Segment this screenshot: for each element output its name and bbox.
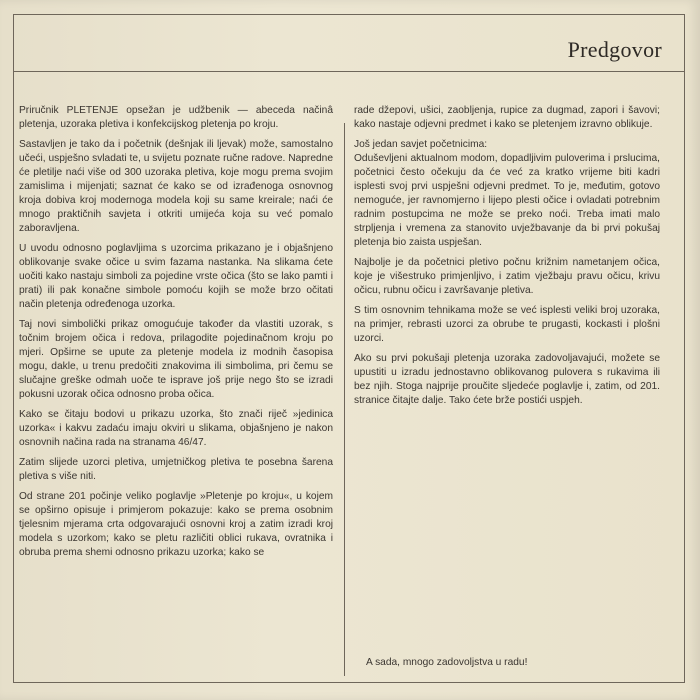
paragraph: Zatim slijede uzorci pletiva, umjetničkog pletiva te posebna šarena pletiva s više niti.	[19, 457, 333, 482]
paragraph: rade džepovi, ušici, zaobljenja, rupice za dugmad, zapori i šavovi; kako nastaje odjevni predmet i kako se pletenjem izravno oblikuje.	[354, 105, 660, 130]
paragraph: Najbolje je da početnici pletivo počnu križnim nametanjem očica, koje je višestruko primjenljivo, i zatim vježbaju pravu očicu, krivu očicu, rubnu očicu i završavanje pletiva.	[354, 257, 660, 296]
left-column	[19, 104, 333, 566]
paragraph: Sastavljen je tako da i početnik (dešnjak ili ljevak) može, samostalno učeći, uspješno svladati te, u svijetu poznate ručne radove. Napredne će pletilje naći više od 300 uzoraka pletiva, koje mogu prema svojim zamislima i mijenjati; saznat će kako se od izrađenoga osnovnog kroja dobiva kroj modernoga modela koji su same kreirale; naći će mnogo praktičnih savjeta i otkriti umijeća koja su već pomalo zaboravljena.	[19, 139, 333, 234]
paragraph: Ako su prvi pokušaji pletenja uzoraka zadovoljavajući, možete se upustiti u izradu jednostavno oblikovanog pulovera s rukavima ili bez njih. Stoga najprije proučite sljedeće poglavlje i, zatim, od 201. stranice čitajte dalje. Tako ćete brže postići uspjeh.	[354, 353, 660, 406]
paragraph: Još jedan savjet početnicima:	[354, 139, 488, 150]
paragraph: Kako se čitaju bodovi u prikazu uzorka, što znači riječ »jedinica uzorka« i kakvu zadaću imaju okviri u slikama, objašnjeno je nakon osnovnih načina rada na stranama 46/47.	[19, 409, 333, 448]
closing-line: A sada, mnogo zadovoljstva u radu!	[366, 657, 528, 668]
page-title: Predgovor	[567, 37, 662, 62]
paragraph: S tim osnovnim tehnikama može se već isplesti veliki broj uzoraka, na primjer, rebrasti uzorci za obrube te prugasti, kockasti i plošni uzorci.	[354, 305, 660, 344]
paragraph: U uvodu odnosno poglavljima s uzorcima prikazano je i objašnjeno oblikovanje svake očice u svim fazama nastanka. Na slikama ćete uočiti kako nastaju simboli za pojedine vrste očica (što se lako pamti i prati) ili pak konačne simbole pomoću kojih se može brzo očitati način pletenja određenoga uzorka.	[19, 243, 333, 310]
title-divider	[14, 71, 684, 72]
paragraph: Taj novi simbolički prikaz omogućuje također da vlastiti uzorak, s točnim brojem očica i redova, prilagodite pojedinačnom kroju po mjeri. Opširne se upute za pletenje modela iz modnih časopisa mogu, dakle, u trenu predočiti znakovima ili simbolima, pri čemu se slučajne greške odmah uoče te isprave još prije nego što se izradi pokusni uzorak očica odnosno proba očica.	[19, 319, 333, 400]
paragraph: Od strane 201 počinje veliko poglavlje »Pletenje po kroju«, u kojem se opširno opisuje i primjerom pokazuje: kako se prema osobnim tjelesnim mjerama crta odgovarajući osnovni kroj a zatim izradi kroj modela s uzorkom; kako se pletu različiti oblici rukava, ovratnika i obruba prema shemi odnosno prikazu uzorka; kako se	[19, 491, 333, 558]
column-divider	[344, 123, 345, 676]
paragraph: Oduševljeni aktualnom modom, dopadljivim puloverima i prslucima, početnici često očekuju da će već za kratko vrijeme biti kadri isplesti svoj prvi uspješni odjevni predmet. To je, međutim, gotovo nemoguće, jer ravnomjerno i lijepo plesti očice i ovladati potrebnim radnim postupcima ne može se preko noći. Treba imati malo strpljenja i vremena za stanovito uvježbavanje da bi prvi pokušaj pletenja bio zaista uspješan.	[354, 153, 660, 248]
paragraph: Priručnik PLETENJE opsežan je udžbenik — abeceda načinâ pletenja, uzoraka pletiva i konfekcijskog pletenja po kroju.	[19, 105, 333, 130]
right-column	[354, 104, 660, 414]
